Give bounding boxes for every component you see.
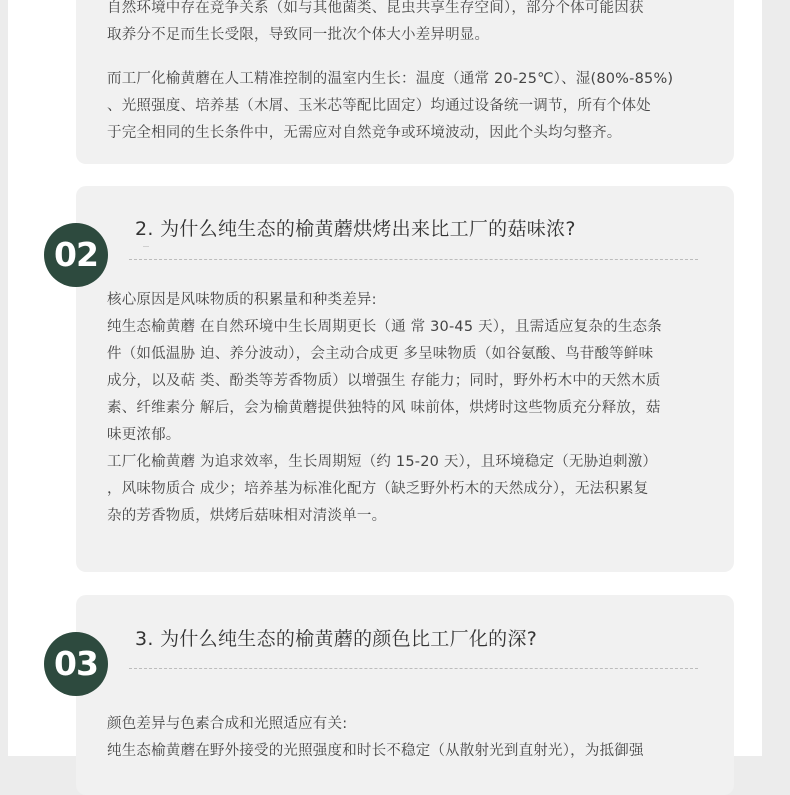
answer-line: 纯生态榆黄蘑在野外接受的光照强度和时长不稳定（从散射光到直射光），为抵御强 (107, 743, 644, 759)
answer-line: ，风味物质合 成少；培养基为标准化配方（缺乏野外朽木的天然成分），无法积累复 (107, 481, 649, 497)
section2-answer (107, 287, 727, 530)
section1-line: 取养分不足而生长受限，导致同一批次个体大小差异明显。 (107, 27, 490, 43)
section1-factory-text (107, 66, 727, 147)
answer-line: 杂的芳香物质，烘烤后菇味相对清淡单一。 (107, 508, 387, 524)
answer-line: 纯生态榆黄蘑 在自然环境中生长周期更长（通 常 30-45 天），且需适应复杂的生态条 (107, 319, 662, 335)
section1-line: 自然环境中存在竞争关系（如与其他菌类、昆虫共享生存空间），部分个体可能因获 (107, 0, 644, 16)
section1-line: 、光照强度、培养基（木屑、玉米芯等配比固定）均通过设备统一调节，所有个体处 (107, 98, 651, 114)
answer-line: 工厂化榆黄蘑 为追求效率，生长周期短（约 15-20 天），且环境稳定（无胁迫刺激） (107, 454, 658, 470)
section3-answer (107, 711, 727, 765)
section1-text (107, 0, 727, 49)
answer-line: 素、纤维素分 解后，会为榆黄蘑提供独特的风 味前体，烘烤时这些物质充分释放，菇 (107, 400, 661, 416)
section-number-badge: 02 (44, 223, 108, 287)
answer-line: 核心原因是风味物质的积累量和种类差异: (107, 292, 377, 308)
question-title: 3. 为什么纯生态的榆黄蘑的颜色比工厂化的深? (135, 628, 538, 650)
answer-line: 味更浓郁。 (107, 427, 181, 443)
title-underline-mark (143, 246, 149, 247)
section1-line: 于完全相同的生长条件中，无需应对自然竞争或环境波动，因此个头均匀整齐。 (107, 125, 622, 141)
dashed-divider (129, 668, 698, 669)
section1-line: 而工厂化榆黄蘑在人工精准控制的温室内生长：温度（通常 20-25℃）、湿(80%-85%) (107, 71, 674, 87)
section-number-badge: 03 (44, 632, 108, 696)
answer-line: 成分，以及萜 类、酚类等芳香物质）以增强生 存能力；同时，野外朽木中的天然木质 (107, 373, 661, 389)
answer-line: 颜色差异与色素合成和光照适应有关: (107, 716, 348, 732)
question-title: 2. 为什么纯生态的榆黄蘑烘烤出来比工厂的菇味浓? (135, 218, 576, 240)
dashed-divider (129, 259, 698, 260)
answer-line: 件（如低温胁 迫、养分波动），会主动合成更 多呈味物质（如谷氨酸、鸟苷酸等鲜味 (107, 346, 654, 362)
